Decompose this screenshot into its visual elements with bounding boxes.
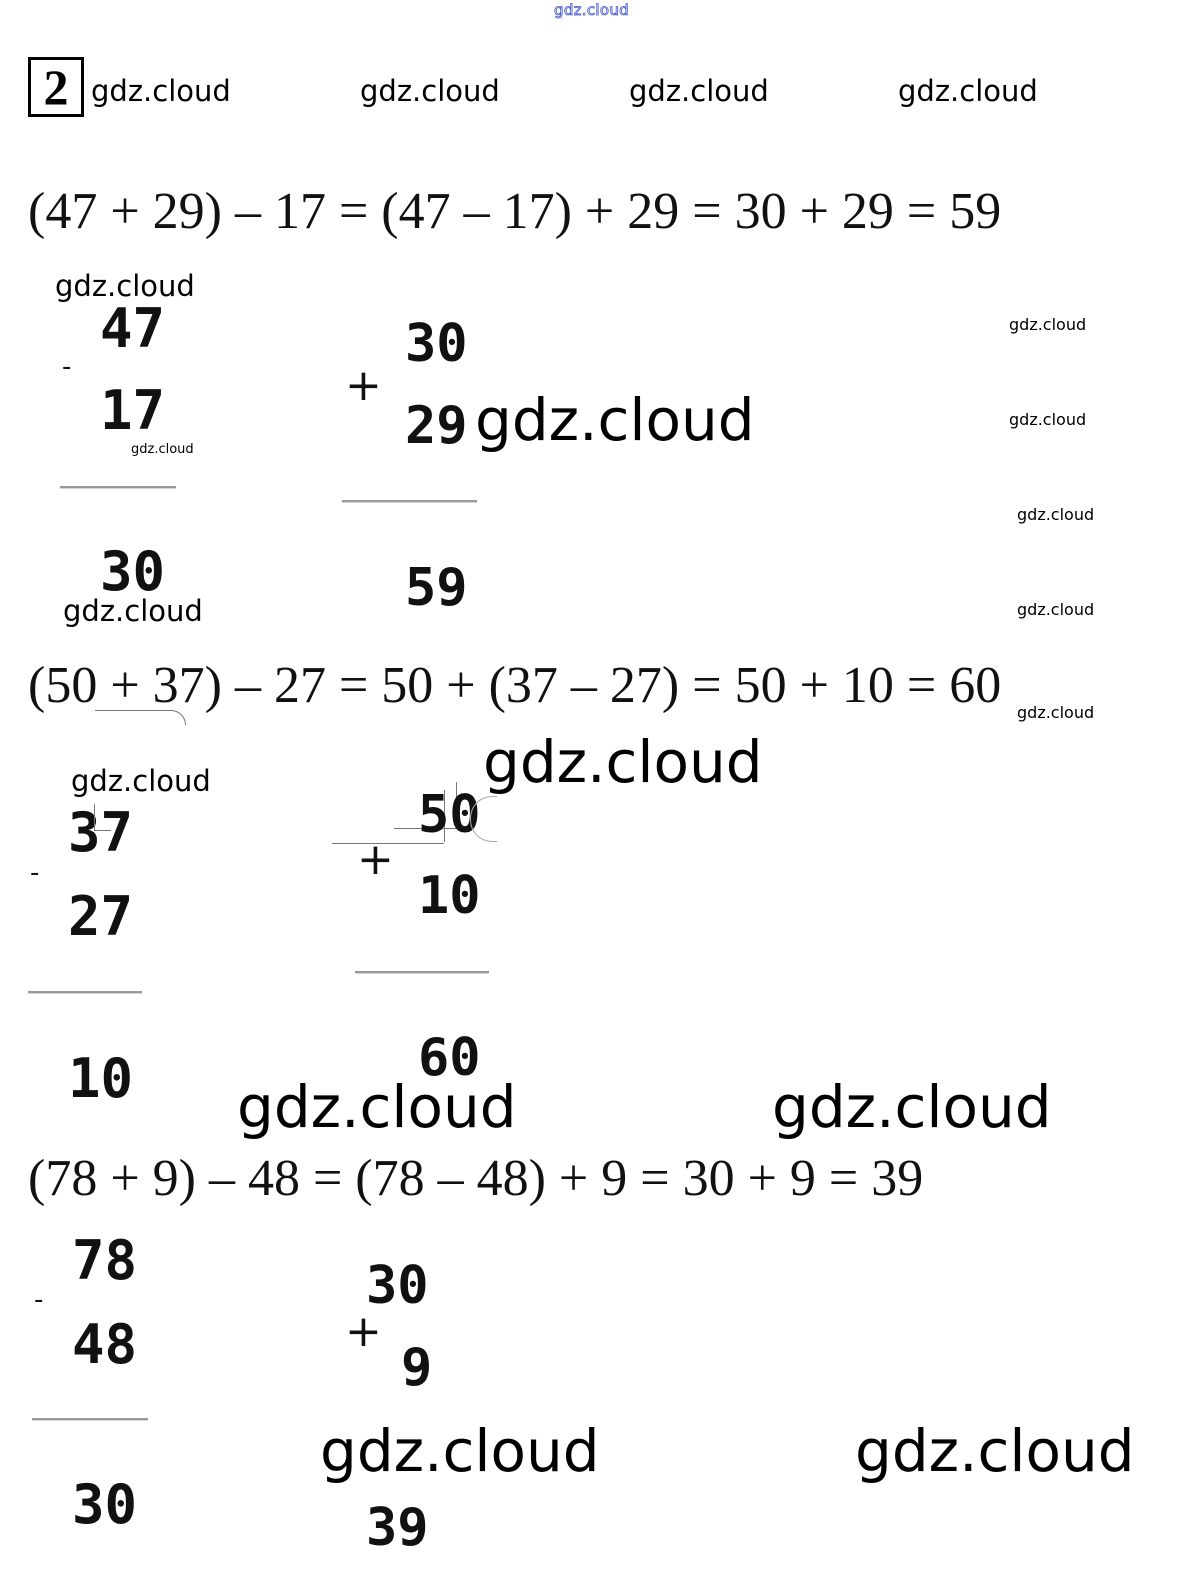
watermark: gdz.cloud bbox=[360, 74, 500, 108]
watermark: gdz.cloud bbox=[855, 1417, 1135, 1485]
watermark: gdz.cloud bbox=[131, 442, 194, 457]
watermark: gdz.cloud bbox=[1017, 600, 1095, 619]
add-first-term: 30 bbox=[366, 1256, 429, 1316]
watermark: gdz.cloud bbox=[1009, 410, 1087, 429]
add-first-term: 30 bbox=[405, 314, 468, 374]
add-sum: 59 bbox=[405, 558, 468, 618]
plus-sign: + bbox=[357, 834, 394, 885]
minus-sign: - bbox=[62, 352, 72, 382]
site-header[interactable]: gdz.cloud bbox=[554, 1, 630, 19]
watermark: gdz.cloud bbox=[898, 74, 1038, 108]
watermark: gdz.cloud bbox=[475, 386, 755, 454]
sub-subtrahend: 27 bbox=[68, 885, 134, 948]
result-line bbox=[342, 500, 477, 503]
watermark: gdz.cloud bbox=[237, 1073, 517, 1141]
watermark: gdz.cloud bbox=[1009, 315, 1087, 334]
add-sum: 60 bbox=[418, 1028, 481, 1088]
sub-difference: 30 bbox=[72, 1473, 138, 1536]
sub-difference: 30 bbox=[100, 540, 166, 603]
plus-sign: + bbox=[345, 1306, 382, 1357]
result-line bbox=[355, 971, 489, 974]
watermark: gdz.cloud bbox=[1017, 505, 1095, 524]
watermark: gdz.cloud bbox=[772, 1073, 1052, 1141]
watermark: gdz.cloud bbox=[55, 269, 195, 303]
minus-sign: - bbox=[34, 1285, 44, 1315]
minus-sign: - bbox=[30, 858, 40, 888]
sub-subtrahend: 48 bbox=[72, 1313, 138, 1376]
add-second-term: 9 bbox=[401, 1338, 433, 1398]
sub-subtrahend: 17 bbox=[100, 379, 166, 442]
watermark: gdz.cloud bbox=[629, 74, 769, 108]
equation-1: (47 + 29) – 17 = (47 – 17) + 29 = 30 + 29 = 59 bbox=[28, 183, 1002, 240]
task-number: 2 bbox=[28, 57, 84, 117]
plus-sign: + bbox=[345, 360, 382, 411]
sub-minuend: 78 bbox=[72, 1229, 138, 1292]
sub-difference: 10 bbox=[68, 1047, 134, 1110]
result-line bbox=[28, 991, 142, 994]
watermark: gdz.cloud bbox=[483, 728, 763, 796]
add-second-term: 29 bbox=[405, 396, 468, 456]
result-line bbox=[32, 1418, 148, 1421]
watermark: gdz.cloud bbox=[63, 594, 203, 628]
pen-stroke bbox=[94, 804, 111, 831]
add-first-term: 50 bbox=[418, 785, 481, 845]
add-second-term: 10 bbox=[418, 866, 481, 926]
equation-3: (78 + 9) – 48 = (78 – 48) + 9 = 30 + 9 = 39 bbox=[28, 1150, 924, 1207]
result-line bbox=[60, 486, 176, 489]
watermark: gdz.cloud bbox=[320, 1417, 600, 1485]
equation-2: (50 + 37) – 27 = 50 + (37 – 27) = 50 + 10 = 60 bbox=[28, 657, 1002, 714]
watermark: gdz.cloud bbox=[71, 764, 211, 798]
sub-minuend: 37 bbox=[68, 801, 134, 864]
sub-minuend: 47 bbox=[100, 297, 166, 360]
watermark: gdz.cloud bbox=[1017, 703, 1095, 722]
add-sum: 39 bbox=[366, 1498, 429, 1558]
pen-stroke bbox=[95, 710, 186, 725]
watermark: gdz.cloud bbox=[91, 74, 231, 108]
